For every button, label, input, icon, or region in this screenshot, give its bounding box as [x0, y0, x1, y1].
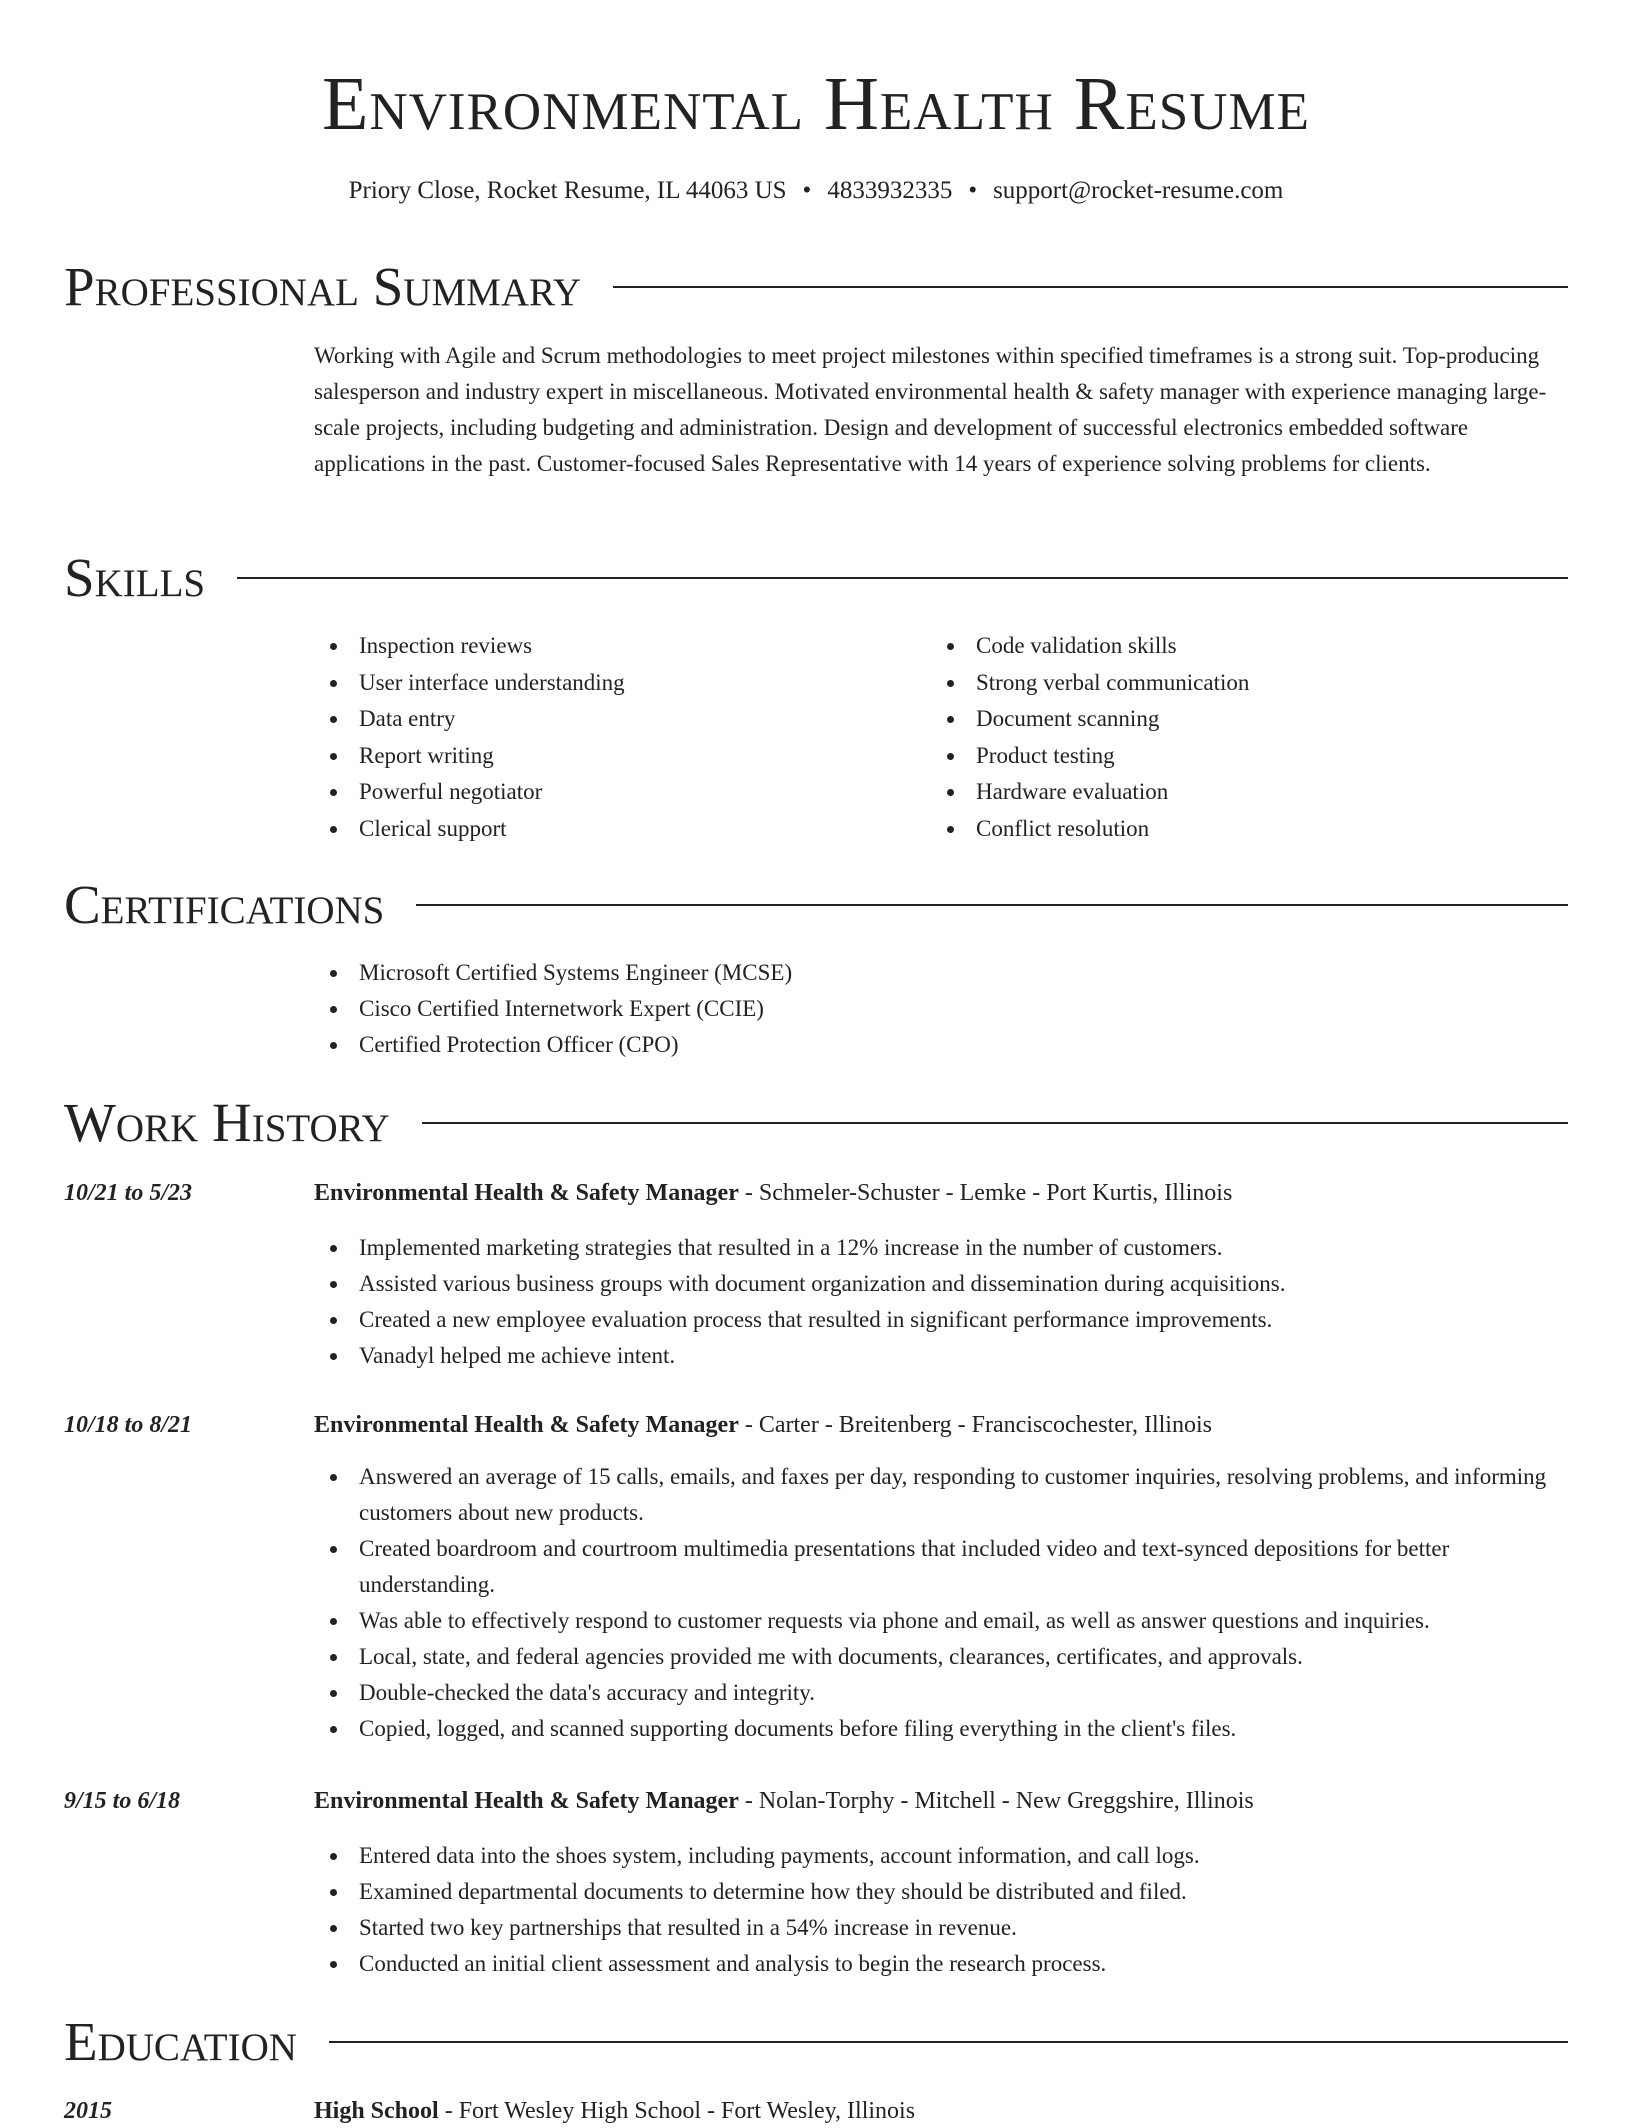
job-title: Environmental Health & Safety Manager	[314, 1180, 739, 1206]
skill-item: Code validation skills	[931, 628, 1531, 664]
certification-item: Certified Protection Officer (CPO)	[314, 1027, 1568, 1063]
job-title: Environmental Health & Safety Manager	[314, 1412, 739, 1438]
summary-text: Working with Agile and Scrum methodologies to meet project milestones within specified timeframes is a strong suit. Top-producing salesperson and industry expert in miscellaneous. Motivated environmental health & safety manager with experience managing large-scale projects, including budgeting and administration. Design and development of successful electronics embedded software applications in the past. Customer-focused Sales Representative with 14 years of experience solving problems for clients.	[314, 343, 1547, 476]
skills-list-left	[314, 628, 914, 847]
certification-item: Cisco Certified Internetwork Expert (CCIE)	[314, 991, 1568, 1027]
skill-item: User interface understanding	[314, 665, 914, 701]
section-divider	[416, 904, 1568, 906]
job-bullet: Created boardroom and courtroom multimedia presentations that included video and text-synced depositions for better understanding.	[314, 1531, 1568, 1603]
certifications-list	[314, 955, 1568, 1063]
skill-item: Powerful negotiator	[314, 774, 914, 810]
section-divider	[329, 2041, 1568, 2043]
skill-item: Clerical support	[314, 811, 914, 847]
education-school-location: - Fort Wesley High School - Fort Wesley, Illinois	[438, 2098, 916, 2124]
contact-address: Priory Close, Rocket Resume, IL 44063 US	[348, 177, 787, 204]
section-title-work-history: Work History	[64, 1092, 390, 1153]
job-bullet: Started two key partnerships that resulted in a 54% increase in revenue.	[314, 1910, 1568, 1946]
skill-item: Strong verbal communication	[931, 665, 1531, 701]
resume-name: Environmental Health Resume	[321, 62, 1311, 146]
education-heading	[314, 2094, 1568, 2128]
job-bullet: Assisted various business groups with document organization and dissemination during acquisitions.	[314, 1266, 1568, 1302]
section-divider	[422, 1122, 1568, 1124]
job-bullets	[314, 1459, 1568, 1747]
job-bullet: Conducted an initial client assessment and analysis to begin the research process.	[314, 1946, 1568, 1982]
education-section-header	[64, 2007, 1568, 2077]
section-title-summary: Professional Summary	[64, 256, 582, 317]
job-bullet: Copied, logged, and scanned supporting documents before filing everything in the client's files.	[314, 1711, 1568, 1747]
job-bullet: Implemented marketing strategies that resulted in a 12% increase in the number of customers.	[314, 1230, 1568, 1266]
skill-item: Document scanning	[931, 701, 1531, 737]
certifications-section-header	[64, 870, 1568, 940]
section-divider	[613, 286, 1568, 288]
skill-item: Hardware evaluation	[931, 774, 1531, 810]
education-degree: High School	[314, 2098, 439, 2124]
skill-item: Product testing	[931, 738, 1531, 774]
section-divider	[237, 577, 1568, 579]
job-dates: 10/21 to 5/23	[64, 1180, 193, 1206]
education-year: 2015	[64, 2098, 112, 2124]
contact-separator: •	[968, 177, 978, 204]
job-employer-location: - Schmeler-Schuster - Lemke - Port Kurtis, Illinois	[738, 1180, 1233, 1206]
job-bullet: Examined departmental documents to determine how they should be distributed and filed.	[314, 1874, 1568, 1910]
job-title: Environmental Health & Safety Manager	[314, 1788, 739, 1814]
skills-list-right	[931, 628, 1531, 847]
contact-separator: •	[802, 177, 812, 204]
skill-item: Report writing	[314, 738, 914, 774]
contact-email: support@rocket-resume.com	[993, 177, 1284, 204]
job-dates: 10/18 to 8/21	[64, 1412, 193, 1438]
section-title-education: Education	[64, 2011, 297, 2072]
section-title-certifications: Certifications	[64, 874, 385, 935]
job-bullets	[314, 1230, 1568, 1374]
job-bullet: Local, state, and federal agencies provided me with documents, clearances, certificates, and approvals.	[314, 1639, 1568, 1675]
work-history-section-header	[64, 1088, 1568, 1158]
job-dates: 9/15 to 6/18	[64, 1788, 181, 1814]
job-bullet: Entered data into the shoes system, including payments, account information, and call logs.	[314, 1838, 1568, 1874]
skills-section-header	[64, 543, 1568, 613]
contact-phone: 4833932335	[827, 177, 953, 204]
job-bullet: Created a new employee evaluation process that resulted in significant performance improvements.	[314, 1302, 1568, 1338]
job-heading	[314, 1408, 1568, 1442]
contact-line	[0, 174, 1632, 208]
certification-item: Microsoft Certified Systems Engineer (MCSE)	[314, 955, 1568, 991]
job-bullet: Double-checked the data's accuracy and integrity.	[314, 1675, 1568, 1711]
summary-section-header	[64, 252, 1568, 322]
section-title-skills: Skills	[64, 547, 206, 608]
job-bullets	[314, 1838, 1568, 1982]
skill-item: Inspection reviews	[314, 628, 914, 664]
skill-item: Conflict resolution	[931, 811, 1531, 847]
skill-item: Data entry	[314, 701, 914, 737]
job-heading	[314, 1176, 1568, 1210]
job-employer-location: - Nolan-Torphy - Mitchell - New Greggshire, Illinois	[738, 1788, 1254, 1814]
job-employer-location: - Carter - Breitenberg - Franciscochester, Illinois	[738, 1412, 1212, 1438]
job-bullet: Was able to effectively respond to customer requests via phone and email, as well as answer questions and inquiries.	[314, 1603, 1568, 1639]
job-bullet: Vanadyl helped me achieve intent.	[314, 1338, 1568, 1374]
job-bullet: Answered an average of 15 calls, emails, and faxes per day, responding to customer inquiries, resolving problems, and informing customers about new products.	[314, 1459, 1568, 1531]
job-heading	[314, 1784, 1568, 1818]
